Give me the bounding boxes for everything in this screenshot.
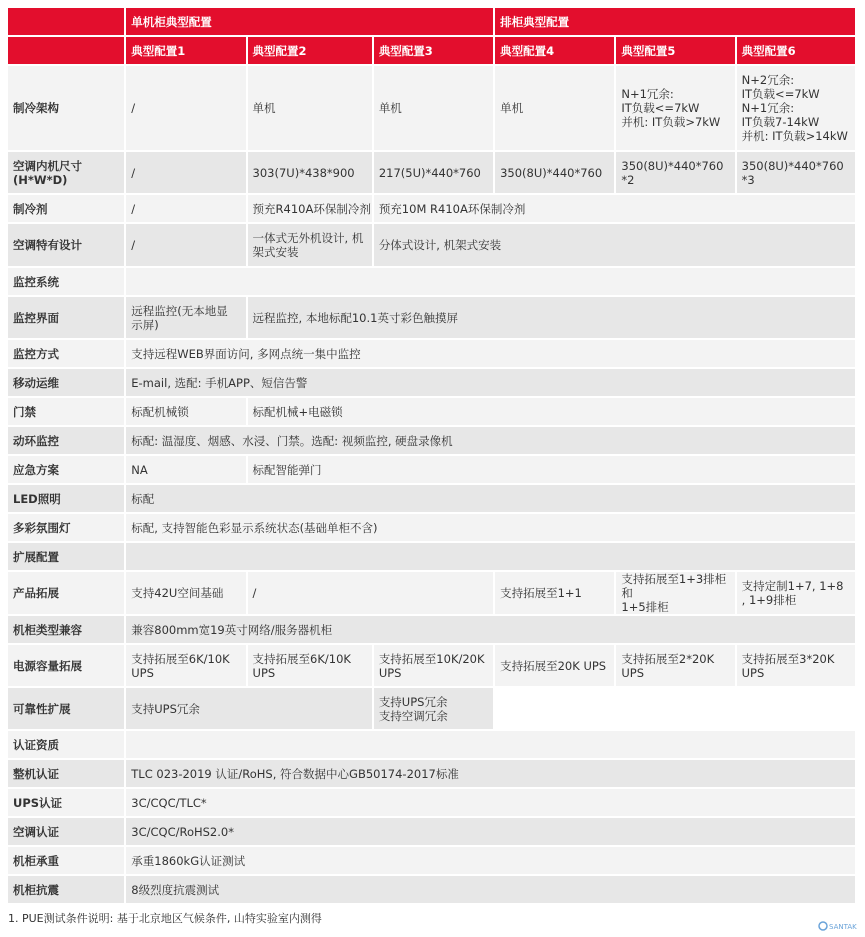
table-cell: 标配, 支持智能色彩显示系统状态(基础单柜不含) — [126, 514, 855, 543]
row-label: 可靠性扩展 — [8, 688, 124, 731]
table-row — [8, 789, 855, 818]
group-header-single-cabinet: 单机柜典型配置 — [126, 8, 493, 37]
header-blank — [8, 8, 124, 37]
table-row — [8, 152, 855, 195]
section-row — [8, 543, 855, 572]
table-row — [8, 456, 855, 485]
section-label: 监控系统 — [8, 268, 124, 297]
table-row — [8, 66, 855, 152]
table-cell — [126, 543, 855, 572]
table-cell: 支持远程WEB界面访问, 多网点统一集中监控 — [126, 340, 855, 369]
column-header: 典型配置2 — [248, 37, 372, 66]
row-label: 监控界面 — [8, 297, 124, 340]
table-cell: 标配 — [126, 485, 855, 514]
table-row — [8, 616, 855, 645]
table-row — [8, 514, 855, 543]
table-cell: 350(8U)*440*760 *3 — [737, 152, 855, 195]
row-label: LED照明 — [8, 485, 124, 514]
table-row — [8, 297, 855, 340]
table-cell: 预充R410A环保制冷剂 — [248, 195, 372, 224]
table-cell: 单机 — [248, 66, 372, 152]
table-cell: E-mail, 选配: 手机APP、短信告警 — [126, 369, 855, 398]
table-cell: 标配机械锁 — [126, 398, 245, 427]
table-cell: 350(8U)*440*760 — [495, 152, 614, 195]
table-row — [8, 847, 855, 876]
table-cell: TLC 023-2019 认证/RoHS, 符合数据中心GB50174-2017标准 — [126, 760, 855, 789]
section-label: 认证资质 — [8, 731, 124, 760]
table-cell — [126, 731, 855, 760]
table-cell: 支持拓展至10K/20K UPS — [374, 645, 493, 688]
table-cell: NA — [126, 456, 245, 485]
row-label: 电源容量拓展 — [8, 645, 124, 688]
section-row — [8, 731, 855, 760]
row-label: 空调认证 — [8, 818, 124, 847]
row-label: 产品拓展 — [8, 572, 124, 616]
column-header: 典型配置1 — [126, 37, 245, 66]
row-label: 制冷架构 — [8, 66, 124, 152]
row-label: 空调内机尺寸 (H*W*D) — [8, 152, 124, 195]
row-label: 机柜承重 — [8, 847, 124, 876]
table-row — [8, 427, 855, 456]
table-cell: 支持拓展至2*20K UPS — [616, 645, 734, 688]
table-cell: 3C/CQC/RoHS2.0* — [126, 818, 855, 847]
table-cell: 支持拓展至3*20K UPS — [737, 645, 855, 688]
table-cell: 支持UPS冗余 支持空调冗余 — [374, 688, 493, 731]
table-cell: N+2冗余: IT负载<=7kW N+1冗余: IT负载7-14kW 并机: IT负载>14kW — [737, 66, 855, 152]
row-label: 机柜抗震 — [8, 876, 124, 905]
table-cell: / — [126, 66, 245, 152]
table-row — [8, 195, 855, 224]
table-cell: 支持UPS冗余 — [126, 688, 372, 731]
table-cell: 支持拓展至20K UPS — [495, 645, 614, 688]
table-cell: 标配: 温湿度、烟感、水浸、门禁。选配: 视频监控, 硬盘录像机 — [126, 427, 855, 456]
table-cell: 支持拓展至1+1 — [495, 572, 614, 616]
table-row — [8, 688, 855, 731]
column-header: 典型配置6 — [737, 37, 855, 66]
row-label: 应急方案 — [8, 456, 124, 485]
table-cell: 3C/CQC/TLC* — [126, 789, 855, 818]
table-cell: N+1冗余: IT负载<=7kW 并机: IT负载>7kW — [616, 66, 734, 152]
row-label: 多彩氛围灯 — [8, 514, 124, 543]
table-cell: 支持定制1+7, 1+8 , 1+9排柜 — [737, 572, 855, 616]
table-cell — [126, 268, 855, 297]
table-row — [8, 645, 855, 688]
table-row — [8, 369, 855, 398]
section-row — [8, 268, 855, 297]
row-label: 整机认证 — [8, 760, 124, 789]
table-cell: 远程监控(无本地显 示屏) — [126, 297, 245, 340]
table-row — [8, 572, 855, 616]
table-cell: 兼容800mm宽19英寸网络/服务器机柜 — [126, 616, 855, 645]
table-row — [8, 818, 855, 847]
santak-logo-icon — [818, 918, 862, 932]
table-cell: 303(7U)*438*900 — [248, 152, 372, 195]
table-cell: 远程监控, 本地标配10.1英寸彩色触摸屏 — [248, 297, 855, 340]
table-row — [8, 398, 855, 427]
table-cell: 承重1860kG认证测试 — [126, 847, 855, 876]
header-blank — [8, 37, 124, 66]
table-cell: 支持拓展至1+3排柜和 1+5排柜 — [616, 572, 734, 616]
group-header-row-cabinet: 排柜典型配置 — [495, 8, 855, 37]
row-label: 机柜类型兼容 — [8, 616, 124, 645]
row-label: 门禁 — [8, 398, 124, 427]
table-row — [8, 340, 855, 369]
table-cell: / — [126, 195, 245, 224]
row-label: 制冷剂 — [8, 195, 124, 224]
section-label: 扩展配置 — [8, 543, 124, 572]
table-cell: / — [126, 224, 245, 268]
table-cell: / — [126, 152, 245, 195]
column-header: 典型配置4 — [495, 37, 614, 66]
row-label: 监控方式 — [8, 340, 124, 369]
table-cell: 支持拓展至6K/10K UPS — [248, 645, 372, 688]
table-cell: 单机 — [495, 66, 614, 152]
table-row — [8, 760, 855, 789]
table-cell: 单机 — [374, 66, 493, 152]
column-header: 典型配置5 — [616, 37, 734, 66]
table-cell: 支持拓展至6K/10K UPS — [126, 645, 245, 688]
table-cell: 8级烈度抗震测试 — [126, 876, 855, 905]
column-header: 典型配置3 — [374, 37, 493, 66]
table-row — [8, 224, 855, 268]
table-row — [8, 876, 855, 905]
row-label: 空调特有设计 — [8, 224, 124, 268]
table-cell: 支持42U空间基础 — [126, 572, 245, 616]
row-label: 动环监控 — [8, 427, 124, 456]
footnote: 1. PUE测试条件说明: 基于北京地区气候条件, 山特实验室内测得 — [8, 912, 322, 925]
table-cell: 分体式设计, 机架式安装 — [374, 224, 855, 268]
table-cell: 350(8U)*440*760 *2 — [616, 152, 734, 195]
table-cell: 217(5U)*440*760 — [374, 152, 493, 195]
table-cell: 标配智能弹门 — [248, 456, 855, 485]
row-label: 移动运维 — [8, 369, 124, 398]
table-cell: / — [248, 572, 494, 616]
table-row — [8, 485, 855, 514]
table-cell: 预充10M R410A环保制冷剂 — [374, 195, 855, 224]
table-cell — [495, 688, 855, 731]
logo-text: SANTAK — [829, 923, 857, 931]
row-label: UPS认证 — [8, 789, 124, 818]
table-cell: 标配机械+电磁锁 — [248, 398, 855, 427]
table-cell: 一体式无外机设计, 机 架式安装 — [248, 224, 372, 268]
configuration-table — [6, 8, 857, 905]
